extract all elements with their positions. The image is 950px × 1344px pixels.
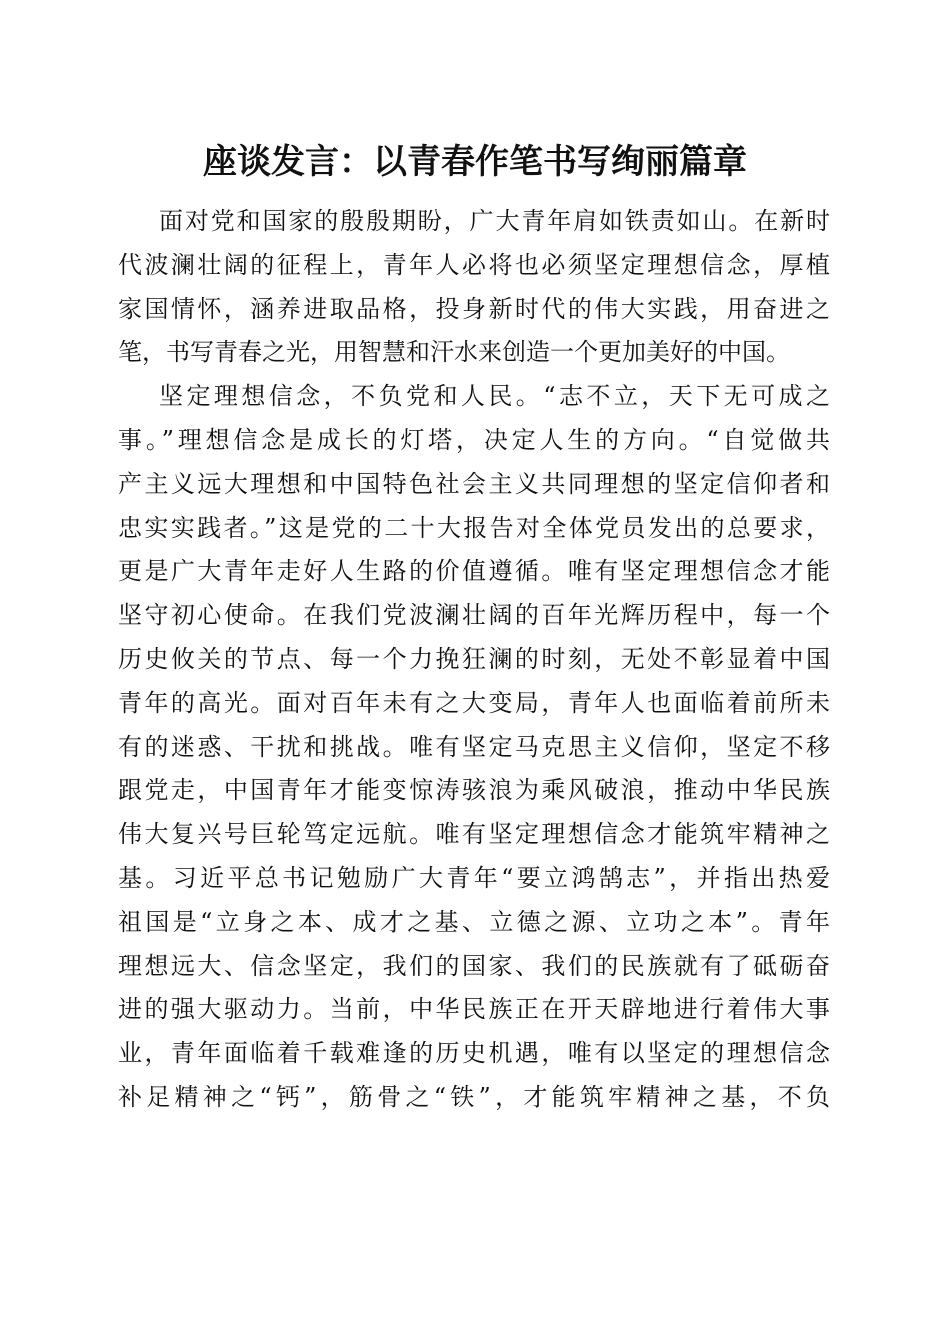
text-line: 业，青年面临着千载难逢的历史机遇，唯有以坚定的理想信念 (118, 1039, 830, 1068)
text-line: 补足精神之“钙”，筋骨之“铁”，才能筑牢精神之基，不负 (118, 1082, 830, 1111)
text-line: 笔，书写青春之光，用智慧和汗水来创造一个更加美好的中国。 (118, 338, 790, 367)
text-line: 代波澜壮阔的征程上，青年人必将也必须坚定理想信念，厚植 (118, 250, 830, 279)
text-line: 进的强大驱动力。当前，中华民族正在开天辟地进行着伟大事 (118, 995, 830, 1024)
text-line: 基。习近平总书记勉励广大青年“要立鸿鹄志”，并指出热爱 (118, 863, 830, 892)
text-line: 家国情怀，涵养进取品格，投身新时代的伟大实践，用奋进之 (118, 294, 830, 323)
text-line: 青年的高光。面对百年未有之大变局，青年人也面临着前所未 (118, 688, 830, 717)
document-title: 座谈发言：以青春作笔书写绚丽篇章 (203, 142, 747, 182)
text-line: 祖国是“立身之本、成才之基、立德之源、立功之本”。青年 (118, 907, 830, 936)
text-line: 跟党走，中国青年才能变惊涛骇浪为乘风破浪，推动中华民族 (118, 776, 830, 805)
text-line: 有的迷惑、干扰和挑战。唯有坚定马克思主义信仰，坚定不移 (118, 732, 830, 761)
text-line: 事。”理想信念是成长的灯塔，决定人生的方向。“自觉做共 (118, 425, 830, 454)
text-line: 历史攸关的节点、每一个力挽狂澜的时刻，无处不彰显着中国 (118, 644, 830, 673)
text-line: 忠实实践者。”这是党的二十大报告对全体党员发出的总要求， (118, 513, 830, 542)
text-line: 理想远大、信念坚定，我们的国家、我们的民族就有了砥砺奋 (118, 951, 830, 980)
text-line: 坚守初心使命。在我们党波澜壮阔的百年光辉历程中，每一个 (118, 601, 830, 630)
text-line: 面对党和国家的殷殷期盼，广大青年肩如铁责如山。在新时 (159, 207, 830, 235)
paragraph (118, 200, 830, 375)
document-body (118, 200, 830, 1120)
text-line: 坚定理想信念，不负党和人民。“志不立，天下无可成之 (159, 382, 830, 411)
text-line: 伟大复兴号巨轮笃定远航。唯有坚定理想信念才能筑牢精神之 (118, 820, 830, 849)
paragraph (118, 375, 830, 1120)
text-line: 产主义远大理想和中国特色社会主义共同理想的坚定信仰者和 (118, 469, 830, 498)
text-line: 更是广大青年走好人生路的价值遵循。唯有坚定理想信念才能 (118, 557, 830, 586)
